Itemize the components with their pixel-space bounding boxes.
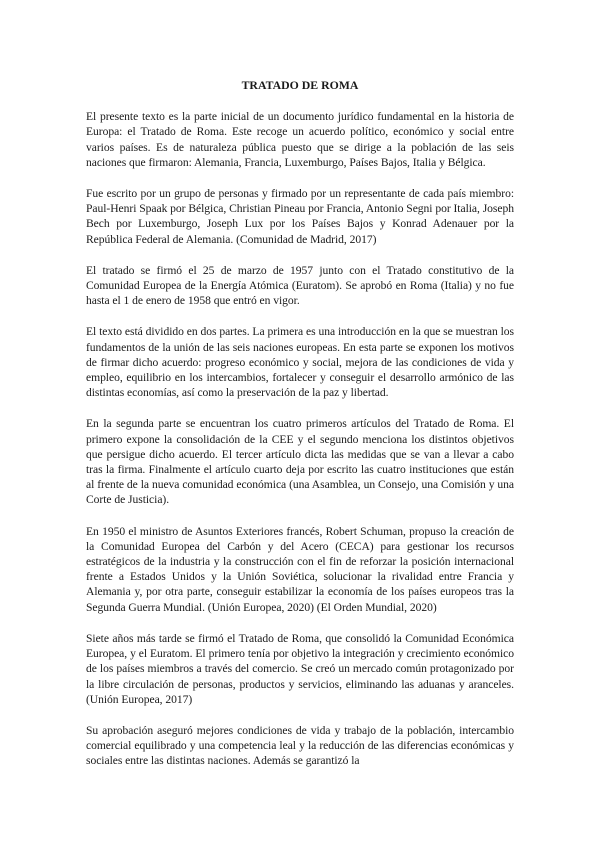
document-body bbox=[86, 78, 514, 785]
paragraph-ceca-history: En 1950 el ministro de Asuntos Exteriores francés, Robert Schuman, propuso la creación de la Comunidad Europea del Carbón y del Acero (CECA) para gestionar los recursos estratégicos de la industria y la construcción con el fin de reforzar la posición internacional frente a Estados Unidos y la Unión Soviética, solucionar la rivalidad entre Francia y Alemania y, por otra parte, conseguir estabilizar la economía de los países europeos tras la Segunda Guerra Mundial. (Unión Europea, 2020) (El Orden Mundial, 2020) bbox=[86, 524, 514, 614]
paragraph-authors: Fue escrito por un grupo de personas y firmado por un representante de cada país miembro: Paul-Henri Spaak por Bélgica, Christian Pineau por Francia, Antonio Segni por Italia, Joseph Bech por Luxemburgo, Joseph Lux por los Países Bajos y Konrad Adenauer por la República Federal de Alemania. (Comunidad de Madrid, 2017) bbox=[86, 187, 514, 246]
document-title: TRATADO DE ROMA bbox=[241, 78, 359, 92]
paragraph-structure: El texto está dividido en dos partes. La primera es una introducción en la que se muestran los fundamentos de la unión de las seis naciones europeas. En esta parte se exponen los motivos de firmar dicho acuerdo: progreso económico y social, mejora de las condiciones de vida y empleo, equilibrio en los intercambios, fortalecer y conseguir el desarrollo armónico de las distintas economías, así como la preservación de la paz y libertad. bbox=[86, 325, 514, 400]
paragraph-outcomes: Su aprobación aseguró mejores condiciones de vida y trabajo de la población, intercambio comercial equilibrado y una competencia leal y la reducción de las diferencias económicas y sociales entre las distintas naciones. Además se garantizó la bbox=[86, 723, 514, 768]
paragraph-signing-date: El tratado se firmó el 25 de marzo de 1957 junto con el Tratado constitutivo de la Comunidad Europea de la Energía Atómica (Euratom). Se aprobó en Roma (Italia) y no fue hasta el 1 de enero de 1958 que entró en vigor. bbox=[86, 263, 514, 308]
paragraph-cee-euratom: Siete años más tarde se firmó el Tratado de Roma, que consolidó la Comunidad Económica Europea, y el Euratom. El primero tenía por objetivo la integración y crecimiento económico de los países miembros a través del comercio. Se creó un mercado común protagonizado por la libre circulación de personas, productos y servicios, eliminando las aduanas y aranceles. (Unión Europea, 2017) bbox=[86, 631, 514, 706]
paragraph-articles: En la segunda parte se encuentran los cuatro primeros artículos del Tratado de Roma. El primero expone la consolidación de la CEE y el segundo menciona los distintos objetivos que persigue dicho acuerdo. El tercer artículo dicta las medidas que se van a llevar a cabo tras la firma. Finalmente el artículo cuarto deja por escrito las cuatro instituciones que están al frente de la nueva comunidad económica (una Asamblea, un Consejo, una Comisión y una Corte de Justicia). bbox=[86, 417, 514, 507]
paragraph-introduction: El presente texto es la parte inicial de un documento jurídico fundamental en la historia de Europa: el Tratado de Roma. Este recoge un acuerdo político, económico y social entre varios países. Es de naturaleza pública puesto que se dirige a la población de las seis naciones que firmaron: Alemania, Francia, Luxemburgo, Países Bajos, Italia y Bélgica. bbox=[86, 110, 514, 169]
